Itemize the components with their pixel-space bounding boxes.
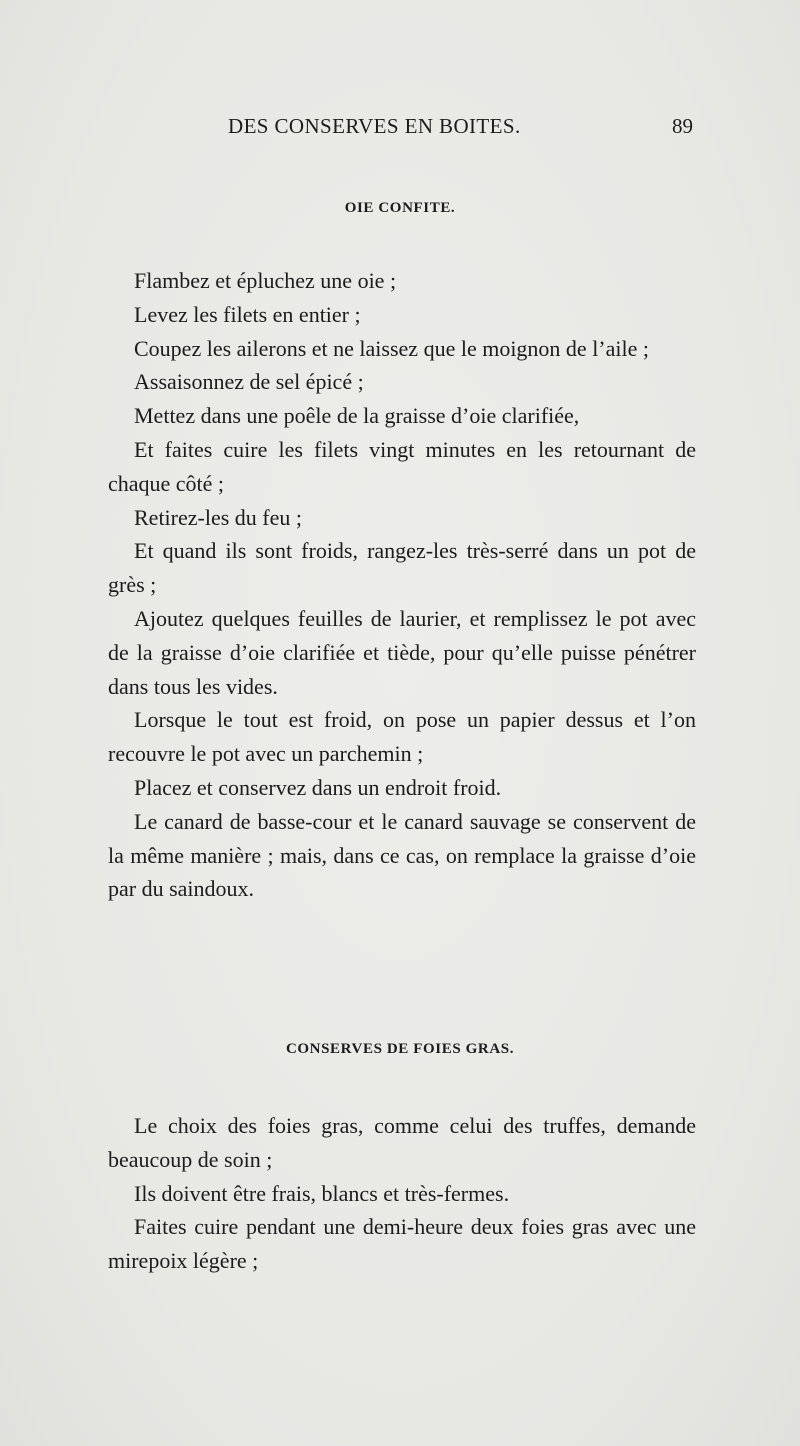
page-number: 89 xyxy=(672,114,693,138)
paragraph: Levez les filets en entier ; xyxy=(134,301,361,327)
paragraph: Lorsque le tout est froid, on pose un papier dessus et l’on recouvre le pot avec un parchemin ; xyxy=(108,707,696,767)
paragraph: Ajoutez quelques feuilles de laurier, et remplissez le pot avec de la graisse d’oie clarifiée et tiède, pour qu’elle puisse pénétrer dans tous les vides. xyxy=(108,605,696,699)
section-heading-oie-confite: OIE CONFITE. xyxy=(344,200,456,216)
section-heading-conserves-de-foies-gras: CONSERVES DE FOIES GRAS. xyxy=(285,1041,515,1057)
paragraph: Assaisonnez de sel épicé ; xyxy=(134,369,364,395)
paragraph: Faites cuire pendant une demi-heure deux foies gras avec une mirepoix légère ; xyxy=(108,1214,696,1274)
paragraph: Mettez dans une poêle de la graisse d’oie clarifiée, xyxy=(134,403,580,429)
paragraph: Coupez les ailerons et ne laissez que le moignon de l’aile ; xyxy=(134,335,650,361)
section-body-oie-confite xyxy=(108,264,696,906)
section-body-conserves-de-foies-gras xyxy=(108,1109,696,1278)
paragraph: Placez et conservez dans un endroit froid. xyxy=(134,774,502,800)
running-title: DES CONSERVES EN BOITES. xyxy=(228,114,521,138)
paragraph: Et faites cuire les filets vingt minutes en les retournant de chaque côté ; xyxy=(108,436,696,496)
paragraph: Ils doivent être frais, blancs et très-fermes. xyxy=(134,1180,510,1206)
running-header xyxy=(0,112,800,142)
paragraph: Le choix des foies gras, comme celui des truffes, demande beaucoup de soin ; xyxy=(108,1113,696,1172)
paragraph: Le canard de basse-cour et le canard sauvage se conservent de la même manière ; mais, dans ce cas, on remplace la graisse d’oie par du saindoux. xyxy=(108,808,696,902)
paragraph: Retirez-les du feu ; xyxy=(134,504,302,530)
paragraph: Flambez et épluchez une oie ; xyxy=(134,268,397,293)
paragraph: Et quand ils sont froids, rangez-les très-serré dans un pot de grès ; xyxy=(108,538,696,598)
